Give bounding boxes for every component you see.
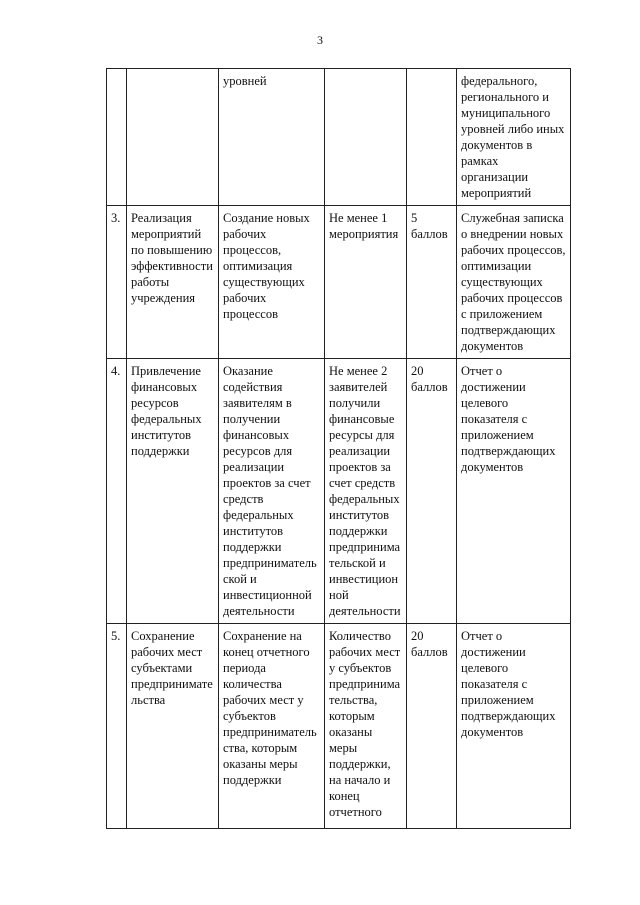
table-row	[107, 206, 571, 359]
indicator-criterion: Количество рабочих мест у субъектов предпринима тельства, которым оказаны меры поддержки, на начало и конец отчетного	[325, 624, 407, 829]
indicator-name: Привлечение финансовых ресурсов федеральных институтов поддержки	[127, 359, 219, 624]
confirming-document: Отчет о достижении целевого показателя с приложением подтверждающих документов	[457, 359, 571, 624]
row-number	[107, 69, 127, 206]
indicator-description: Создание новых рабочих процессов, оптимизация существующих рабочих процессов	[219, 206, 325, 359]
table-row	[107, 359, 571, 624]
table-row	[107, 69, 571, 206]
indicator-score: 20 баллов	[407, 359, 457, 624]
indicator-criterion: Не менее 2 заявителей получили финансовые ресурсы для реализации проектов за счет средств федеральных институтов поддержки предпринима тельской и инвестицион ной деятельности	[325, 359, 407, 624]
row-number: 3.	[107, 206, 127, 359]
indicator-description: Сохранение на конец отчетного периода количества рабочих мест у субъектов предприниматель ства, которым оказаны меры поддержки	[219, 624, 325, 829]
row-number: 4.	[107, 359, 127, 624]
indicator-score: 20 баллов	[407, 624, 457, 829]
page-number: 3	[317, 33, 323, 47]
criteria-table	[106, 68, 571, 829]
indicator-criterion: Не менее 1 мероприятия	[325, 206, 407, 359]
indicator-name	[127, 69, 219, 206]
indicator-description: Оказание содействия заявителям в получении финансовых ресурсов для реализации проектов за счет средств федеральных институтов поддержки предприниматель ской и инвестиционной деятельности	[219, 359, 325, 624]
indicator-criterion	[325, 69, 407, 206]
confirming-document: федерального, регионального и муниципального уровней либо иных документов в рамках организации мероприятий	[457, 69, 571, 206]
table-row	[107, 624, 571, 829]
indicator-score	[407, 69, 457, 206]
row-number: 5.	[107, 624, 127, 829]
confirming-document: Служебная записка о внедрении новых рабочих процессов, оптимизации существующих рабочих процессов с приложением подтверждающих документов	[457, 206, 571, 359]
confirming-document: Отчет о достижении целевого показателя с приложением подтверждающих документов	[457, 624, 571, 829]
indicator-name: Реализация мероприятий по повышению эффективности работы учреждения	[127, 206, 219, 359]
indicator-score: 5 баллов	[407, 206, 457, 359]
indicator-description: уровней	[219, 69, 325, 206]
indicator-name: Сохранение рабочих мест субъектами предпринимате льства	[127, 624, 219, 829]
